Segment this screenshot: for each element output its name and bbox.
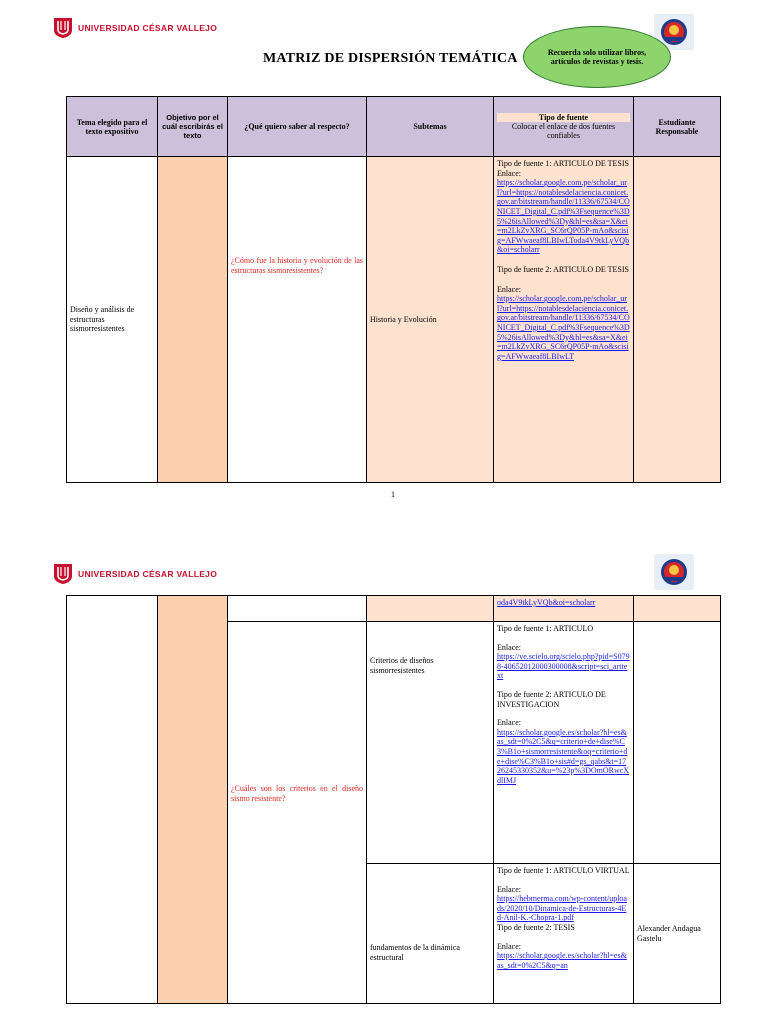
header-pregunta: ¿Qué quiero saber al respecto?	[228, 97, 367, 157]
pregunta-cell: ¿Cómo fue la historia y evolución de las estructuras sismoresistentes?	[228, 157, 367, 483]
tema-cell-continued	[67, 596, 158, 1004]
institution-seal	[654, 554, 694, 590]
objetivo-cell	[158, 157, 228, 483]
ucv-shield-icon	[54, 18, 72, 38]
estudiante-cell	[634, 157, 721, 483]
estudiante-cell-s1	[634, 622, 721, 864]
subtema-cell-continued	[367, 596, 494, 622]
university-name: UNIVERSIDAD CÉSAR VALLEJO	[78, 23, 218, 33]
document-page-1	[0, 0, 768, 500]
enlace-label-2: Enlace:	[497, 284, 521, 294]
document-title: MATRIZ DE DISPERSIÓN TEMÁTICA	[263, 51, 518, 66]
s1-fuente1-link[interactable]: https://ve.scielo.org/scielo.php?pid=S0798-40652012000300008&script=sci_arttext	[497, 652, 630, 681]
tema-cell: Diseño y análisis de estructuras sismorresistentes	[67, 157, 158, 483]
estudiante-cell-continued	[634, 596, 721, 622]
header-tipo-title: Tipo de fuente	[497, 113, 630, 122]
enlace-label-2: Enlace:	[497, 718, 521, 728]
thematic-matrix-table-continued	[66, 595, 721, 1004]
fuente2-label: Tipo de fuente 2: ARTICULO DE TESIS	[497, 264, 629, 274]
header-tipo-fuente	[494, 97, 634, 157]
header-estudiante: Estudiante Responsable	[634, 97, 721, 157]
fuentes-cell-s2	[494, 864, 634, 1004]
table-row	[67, 157, 721, 483]
subtema-cell-2: fundamentos de la dinámica estructural	[367, 864, 494, 1004]
objetivo-cell-continued	[158, 596, 228, 1004]
enlace-label: Enlace:	[497, 884, 521, 894]
fuente2-link[interactable]: https://scholar.google.com.pe/scholar_url?url=https://notablesdelaciencia.conicet.gov.ar/bitstream/handle/11336/67534/CONICET_Digital_C.pdf%3Fsequence%3D5%26isAllowed%3Dy&hl=es&sa=X&ei=m2LkZvXRG_SC6rQP05P-mAo&scisig=AFWwaeaf8LBIwLT	[497, 294, 630, 361]
university-logo	[54, 18, 217, 38]
s2-fuente1-label: Tipo de fuente 1: ARTICULO VIRTUAL	[497, 866, 630, 875]
header-subtemas: Subtemas	[367, 97, 494, 157]
pregunta-cell-2: ¿Cuáles son los criterios en el diseño sismo resistente?	[228, 622, 367, 1004]
s1-fuente1-label: Tipo de fuente 1: ARTICULO	[497, 624, 594, 633]
fuente1-label: Tipo de fuente 1: ARTICULO DE TESIS	[497, 159, 629, 168]
enlace-label-2: Enlace:	[497, 941, 521, 951]
fuentes-cell	[494, 157, 634, 483]
pregunta-cell-continued	[228, 596, 367, 622]
reminder-callout: Recuerda solo utilizar libros, artículos de revistas y tesis.	[523, 26, 671, 88]
university-logo	[54, 564, 217, 584]
fuentes-cell-s1	[494, 622, 634, 864]
estudiante-cell-s2: Alexander Andagua Gastelu	[634, 864, 721, 1004]
enlace-label: Enlace:	[497, 168, 521, 178]
table-row	[67, 596, 721, 622]
carry-link[interactable]: oda4V9tkLyVQb&oi=scholarr	[497, 598, 596, 607]
header-objetivo: Objetivo por el cuál escribirás el texto	[158, 97, 228, 157]
subtema-cell: Historia y Evolución	[367, 157, 494, 483]
s2-fuente1-link[interactable]: https://hebmerma.com/wp-content/uploads/2020/10/Dinamica-de-Estructuras-4Ed-Anil-K.-Chopra-1.pdf	[497, 894, 627, 923]
fuente1-link[interactable]: https://scholar.google.com.pe/scholar_url?url=https://notablesdelaciencia.conicet.gov.ar/bitstream/handle/11336/67534/CONICET_Digital_C.pdf%3Fsequence%3D5%26isAllowed%3Dy&hl=es&sa=X&ei=m2LkZvXRG_SC6rQP05P-mAo&scisig=AFWwaeaf8LBIwLToda4V9tkLyVQb&oi=scholarr	[497, 178, 630, 255]
ucv-shield-icon	[54, 564, 72, 584]
fuentes-cell-continued	[494, 596, 634, 622]
seal-emblem-icon	[659, 557, 689, 587]
s1-fuente2-label: Tipo de fuente 2: ARTICULO DE INVESTIGACION	[497, 689, 606, 709]
s2-fuente2-link[interactable]: https://scholar.google.es/scholar?hl=es&as_sdt=0%2C5&q=an	[497, 951, 627, 970]
s2-fuente2-label: Tipo de fuente 2: TESIS	[497, 922, 575, 932]
thematic-matrix-table	[66, 96, 721, 483]
enlace-label: Enlace:	[497, 642, 521, 652]
document-page-2	[0, 548, 768, 1024]
header-tema: Tema elegido para el texto expositivo	[67, 97, 158, 157]
s1-fuente2-link[interactable]: https://scholar.google.es/scholar?hl=es&as_sdt=0%2C5&q=criterio+de+dise%C3%B1o+sismorresistente&oq=criterio+de+dise%C3%B1o+sis#d=gs_qabs&t=1726245330352&u=%23p%3DOmORwcXdlIMJ	[497, 727, 630, 785]
page-number: 1	[391, 490, 395, 499]
subtema-cell-1: Criterios de diseños sismorresistentes	[367, 622, 494, 864]
header-row	[67, 97, 721, 157]
header-tipo-sub: Colocar el enlace de dos fuentes confiables	[511, 122, 616, 140]
university-name: UNIVERSIDAD CÉSAR VALLEJO	[78, 569, 218, 579]
